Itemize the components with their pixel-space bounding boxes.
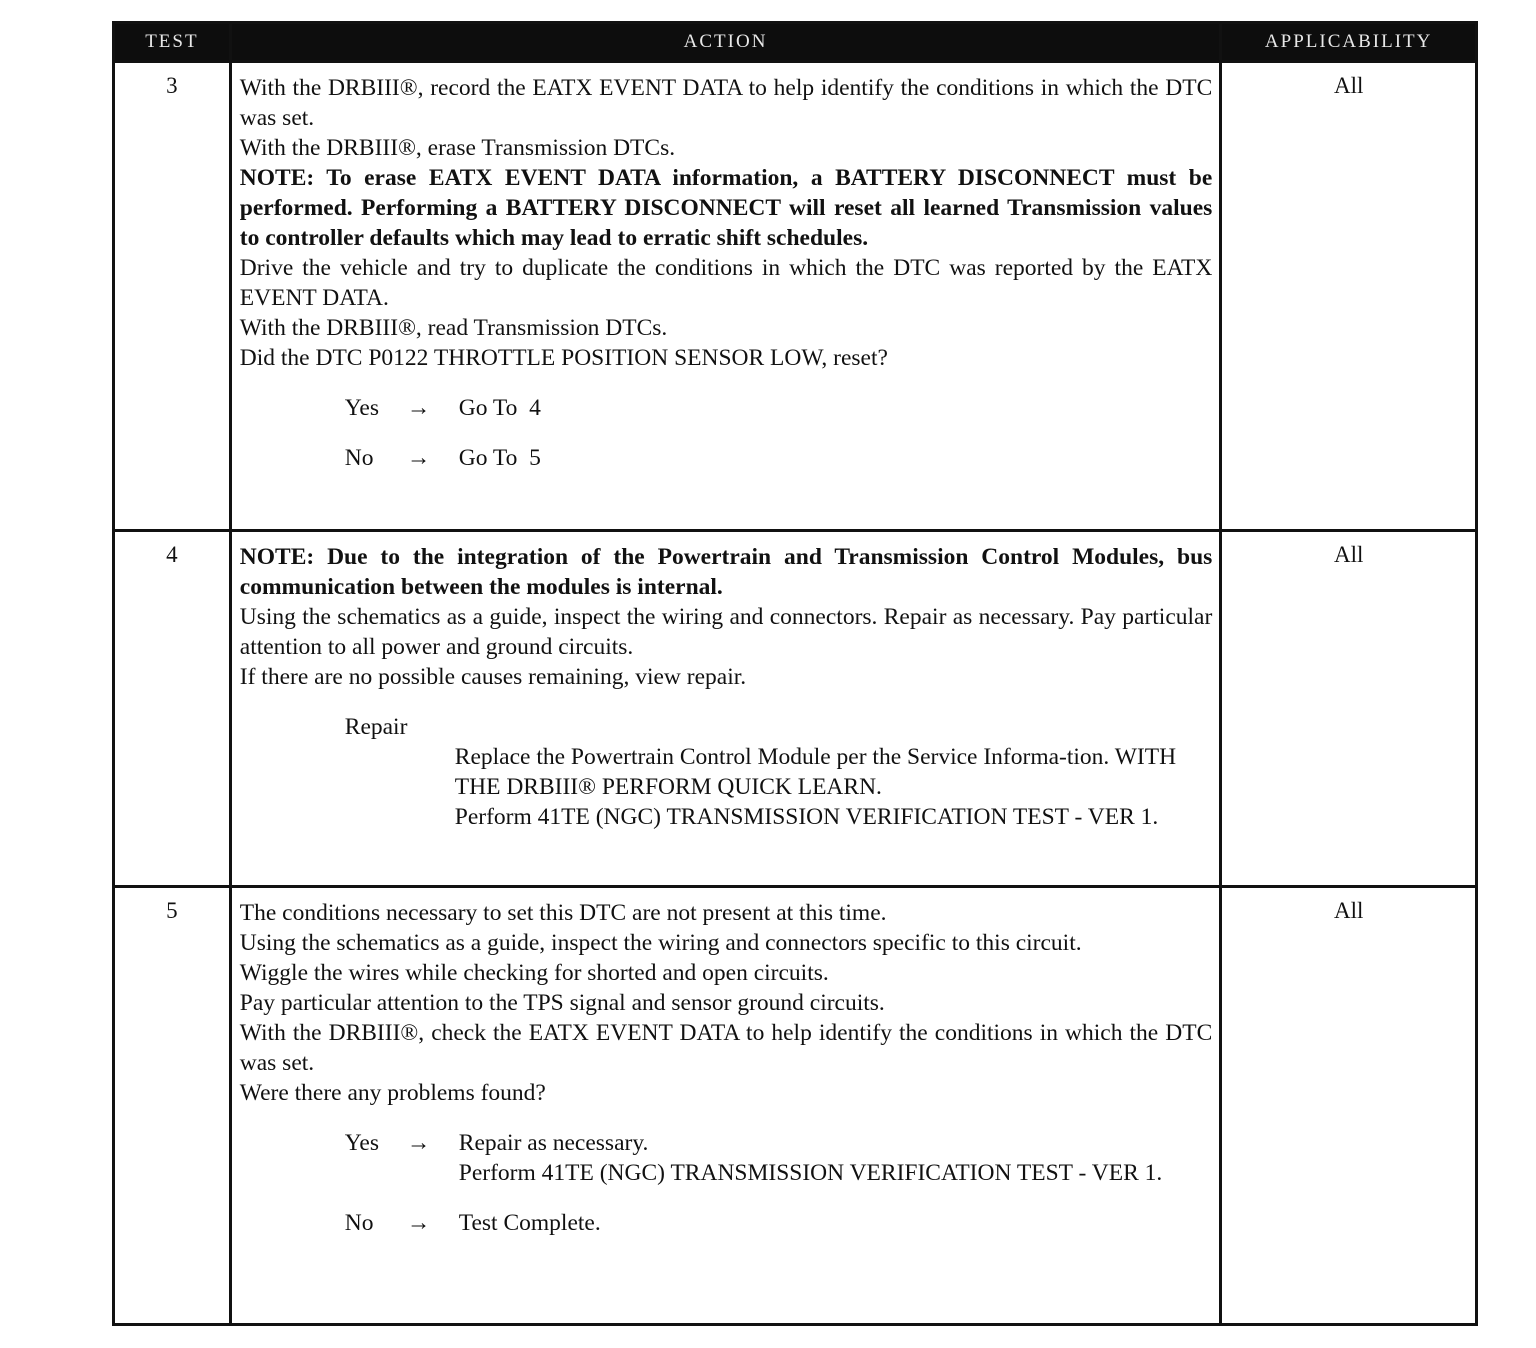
arrow-icon: → bbox=[406, 1210, 431, 1236]
test-number: 3 bbox=[114, 62, 231, 531]
applicability: All bbox=[1221, 887, 1477, 1325]
yes-label: Yes bbox=[344, 1130, 379, 1156]
action-text: Using the schematics as a guide, inspect the wiring and connectors. Repair as necessary. Pay particular attention to all power and ground circuits. bbox=[239, 604, 1213, 660]
applicability: All bbox=[1221, 62, 1477, 531]
no-branch bbox=[240, 443, 1213, 473]
note-text: NOTE: To erase EATX EVENT DATA information, a BATTERY DISCONNECT must be performed. Performing a BATTERY DISCONNECT will reset all learned Transmission values to controller defaults which may lead to erratic shift schedules. bbox=[239, 165, 1213, 251]
no-label: No bbox=[344, 1210, 374, 1236]
action-text: Pay particular attention to the TPS signal and sensor ground circuits. bbox=[239, 990, 885, 1016]
action-text: Did the DTC P0122 THROTTLE POSITION SENSOR LOW, reset? bbox=[239, 345, 888, 371]
action-text: Using the schematics as a guide, inspect the wiring and connectors specific to this circuit. bbox=[239, 930, 1082, 956]
yes-result bbox=[459, 1128, 1213, 1188]
header-action: ACTION bbox=[230, 23, 1221, 62]
action-text: Were there any problems found? bbox=[239, 1080, 546, 1106]
table-row bbox=[114, 531, 1477, 887]
action-text: Wiggle the wires while checking for shorted and open circuits. bbox=[239, 960, 829, 986]
applicability: All bbox=[1221, 531, 1477, 887]
yes-branch bbox=[240, 1128, 1213, 1188]
procedure-table bbox=[112, 21, 1478, 1326]
repair-instructions bbox=[345, 742, 1213, 832]
repair-label: Repair bbox=[344, 714, 408, 740]
test-number: 4 bbox=[114, 531, 231, 887]
arrow-icon: → bbox=[406, 395, 431, 421]
action-cell bbox=[230, 62, 1221, 531]
table-row bbox=[114, 887, 1477, 1325]
no-result: Test Complete. bbox=[458, 1210, 601, 1236]
table-header-row bbox=[114, 23, 1477, 62]
header-test: TEST bbox=[114, 23, 231, 62]
no-result: Go To 5 bbox=[458, 445, 541, 471]
action-text: Drive the vehicle and try to duplicate the conditions in which the DTC was reported by the EATX EVENT DATA. bbox=[239, 255, 1213, 311]
arrow-icon: → bbox=[406, 1130, 431, 1156]
no-label: No bbox=[344, 445, 374, 471]
action-text: With the DRBIII®, erase Transmission DTCs. bbox=[239, 135, 676, 161]
action-text: The conditions necessary to set this DTC are not present at this time. bbox=[239, 900, 887, 926]
action-text: With the DRBIII®, record the EATX EVENT DATA to help identify the conditions in which the DTC was set. bbox=[239, 75, 1213, 131]
yes-label: Yes bbox=[344, 395, 379, 421]
no-branch bbox=[240, 1208, 1213, 1238]
test-number: 5 bbox=[114, 887, 231, 1325]
yes-result: Go To 4 bbox=[458, 395, 541, 421]
repair-text: Replace the Powertrain Control Module per the Service Informa-tion. WITH THE DRBIII® PERFORM QUICK LEARN. bbox=[454, 744, 1177, 800]
table-row bbox=[114, 62, 1477, 531]
repair-text: Perform 41TE (NGC) TRANSMISSION VERIFICATION TEST - VER 1. bbox=[454, 804, 1159, 830]
action-text: If there are no possible causes remaining, view repair. bbox=[239, 664, 747, 690]
action-cell bbox=[230, 531, 1221, 887]
arrow-icon: → bbox=[406, 445, 431, 471]
action-text: With the DRBIII®, check the EATX EVENT DATA to help identify the conditions in which the DTC was set. bbox=[239, 1020, 1213, 1076]
header-applicability: APPLICABILITY bbox=[1221, 23, 1477, 62]
note-text: NOTE: Due to the integration of the Powertrain and Transmission Control Modules, bus communication between the modules is internal. bbox=[239, 544, 1213, 600]
action-text: With the DRBIII®, read Transmission DTCs. bbox=[239, 315, 668, 341]
procedure-table-container bbox=[112, 21, 1478, 1326]
yes-result-line: Repair as necessary. bbox=[458, 1130, 649, 1156]
yes-result-line: Perform 41TE (NGC) TRANSMISSION VERIFICATION TEST - VER 1. bbox=[458, 1160, 1163, 1186]
repair-block bbox=[240, 712, 1213, 832]
action-cell bbox=[230, 887, 1221, 1325]
yes-branch bbox=[240, 393, 1213, 423]
